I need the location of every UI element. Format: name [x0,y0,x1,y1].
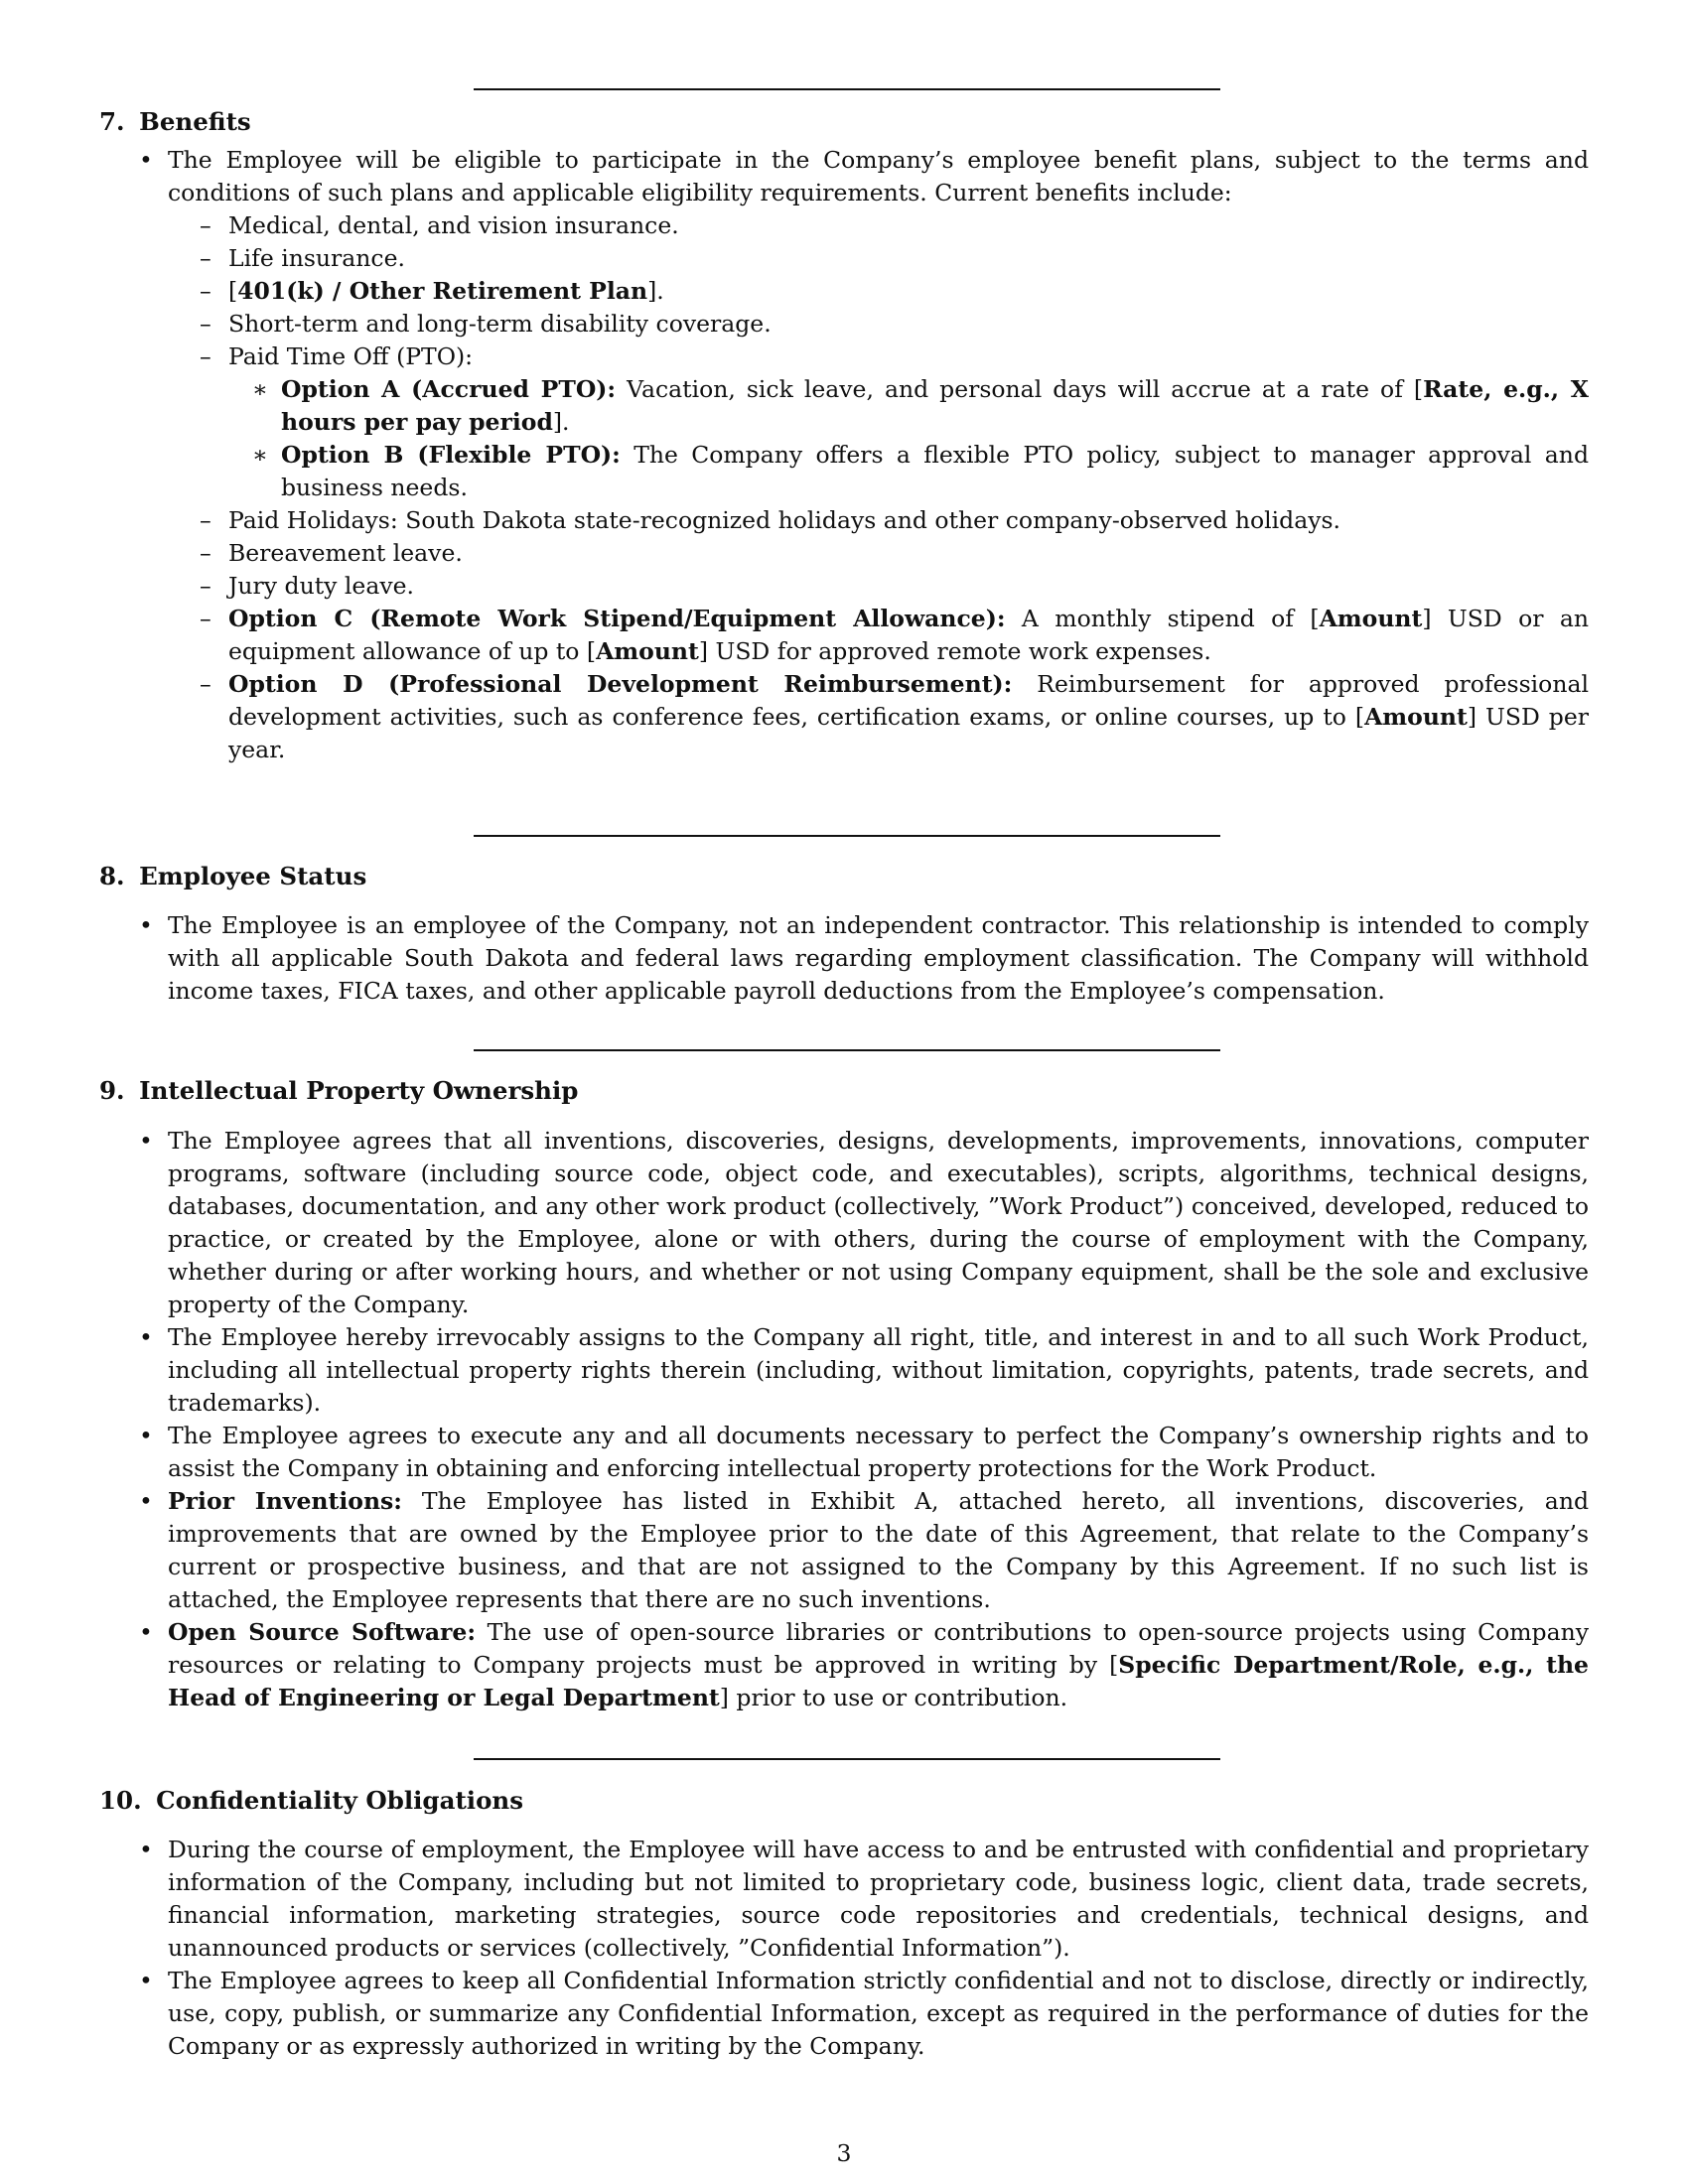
list-item: ∗ Option B (Flexible PTO): The Company offers a flexible PTO policy, subject to manager approval and business needs. [228,439,1589,504]
section-divider [474,1758,1220,1760]
list-item: – Medical, dental, and vision insurance. [168,209,1589,242]
placeholder-field: Amount [1364,703,1468,731]
document-page [99,0,1589,2184]
section-number: 8. [99,862,125,890]
list-item: – [401(k) / Other Retirement Plan]. [168,275,1589,308]
list-item: • The Employee is an employee of the Company, not an independent contractor. This relationship is intended to comply with all applicable South Dakota and federal laws regarding employment classification. The Company will withhold income taxes, FICA taxes, and other applicable payroll deductions from the Employee’s compensation. [99,909,1589,1008]
pto-options-list [228,373,1589,504]
list-item: – Option C (Remote Work Stipend/Equipment Allowance): A monthly stipend of [Amount] USD or an equipment allowance of up to [Amount] USD for approved remote work expenses. [168,603,1589,668]
list-item: • The Employee agrees that all inventions, discoveries, designs, developments, improvements, innovations, computer programs, software (including source code, object code, and executables), scripts, algorithms, technical designs, databases, documentation, and any other work product (collectively, ”Work Product”) conceived, developed, reduced to practice, or created by the Employee, alone or with others, during the course of employment with the Company, whether during or after working hours, and whether or not using Company equipment, shall be the sole and exclusive property of the Company. [99,1125,1589,1321]
list-item: – Short-term and long-term disability coverage. [168,308,1589,341]
section-number: 7. [99,107,125,136]
list-item: – Bereavement leave. [168,537,1589,570]
section-heading-benefits [99,105,1589,138]
item-label: Prior Inventions: [168,1487,402,1515]
option-label: Option B (Flexible PTO): [281,441,621,469]
benefits-intro: The Employee will be eligible to participate in the Company’s employee benefit plans, subject to the terms and conditions of such plans and applicable eligibility requirements. Current benefits include: [168,146,1589,206]
section-title: Benefits [139,107,251,136]
placeholder-field: Specific Department/Role, e.g., the Head of Engineering or Legal Department [168,1651,1589,1711]
list-item [99,144,1589,766]
list-item: – Option D (Professional Development Reimbursement): Reimbursement for approved professional development activities, such as conference fees, certification exams, or online courses, up to [Amount] USD per year. [168,668,1589,766]
placeholder-field: Rate, e.g., X hours per pay period [281,375,1589,436]
section-heading-employee-status [99,860,1589,892]
list-item: • The Employee agrees to execute any and all documents necessary to perfect the Company’s ownership rights and to assist the Company in obtaining and enforcing intellectual property protections for the Work Product. [99,1420,1589,1485]
section-number: 10. [99,1786,142,1815]
confidentiality-list [99,1834,1589,2063]
section-title: Intellectual Property Ownership [139,1076,579,1105]
ip-list [99,1125,1589,1714]
benefits-sublist [168,209,1589,766]
placeholder-field: Amount [596,637,699,665]
employee-status-list [99,909,1589,1008]
list-item: – Paid Time Off (PTO): ∗ Option A (Accrued PTO): Vacation, sick leave, and personal days will accrue at a rate of [Rate, e.g., X hours per pay period]. ∗ Option B (Flexible PTO): The Company offers a flexible PTO policy, subject to manager approval and business needs. [168,341,1589,504]
placeholder-field: 401(k) / Other Retirement Plan [237,277,648,305]
option-label: Option C (Remote Work Stipend/Equipment Allowance): [228,605,1006,632]
section-heading-ip [99,1074,1589,1107]
list-item: – Jury duty leave. [168,570,1589,603]
list-item: • Open Source Software: The use of open-source libraries or contributions to open-source projects using Company resources or relating to Company projects must be approved in writing by [Specific Department/Role, e.g., the Head of Engineering or Legal Department] prior to use or contribution. [99,1616,1589,1714]
section-title: Employee Status [139,862,367,890]
section-number: 9. [99,1076,125,1105]
section-divider [474,88,1220,90]
option-label: Option A (Accrued PTO): [281,375,617,403]
option-label: Option D (Professional Development Reimbursement): [228,670,1013,698]
list-item: • Prior Inventions: The Employee has listed in Exhibit A, attached hereto, all inventions, discoveries, and improvements that are owned by the Employee prior to the date of this Agreement, that relate to the Company’s current or prospective business, and that are not assigned to the Company by this Agreement. If no such list is attached, the Employee represents that there are no such inventions. [99,1485,1589,1616]
list-item: • The Employee agrees to keep all Confidential Information strictly confidential and not to disclose, directly or indirectly, use, copy, publish, or summarize any Confidential Information, except as required in the performance of duties for the Company or as expressly authorized in writing by the Company. [99,1965,1589,2063]
list-item: • During the course of employment, the Employee will have access to and be entrusted with confidential and proprietary information of the Company, including but not limited to proprietary code, business logic, client data, trade secrets, financial information, marketing strategies, source code repositories and credentials, technical designs, and unannounced products or services (collectively, ”Confidential Information”). [99,1834,1589,1965]
item-label: Open Source Software: [168,1618,477,1646]
list-item: – Paid Holidays: South Dakota state-recognized holidays and other company-observed holidays. [168,504,1589,537]
section-divider [474,835,1220,837]
placeholder-field: Amount [1319,605,1423,632]
section-heading-confidentiality [99,1784,1589,1817]
section-title: Confidentiality Obligations [156,1786,524,1815]
page-number: 3 [836,2139,852,2167]
list-item: ∗ Option A (Accrued PTO): Vacation, sick leave, and personal days will accrue at a rate of [Rate, e.g., X hours per pay period]. [228,373,1589,439]
section-divider [474,1049,1220,1051]
list-item: • The Employee hereby irrevocably assigns to the Company all right, title, and interest in and to all such Work Product, including all intellectual property rights therein (including, without limitation, copyrights, patents, trade secrets, and trademarks). [99,1321,1589,1420]
benefits-list [99,144,1589,766]
list-item: – Life insurance. [168,242,1589,275]
